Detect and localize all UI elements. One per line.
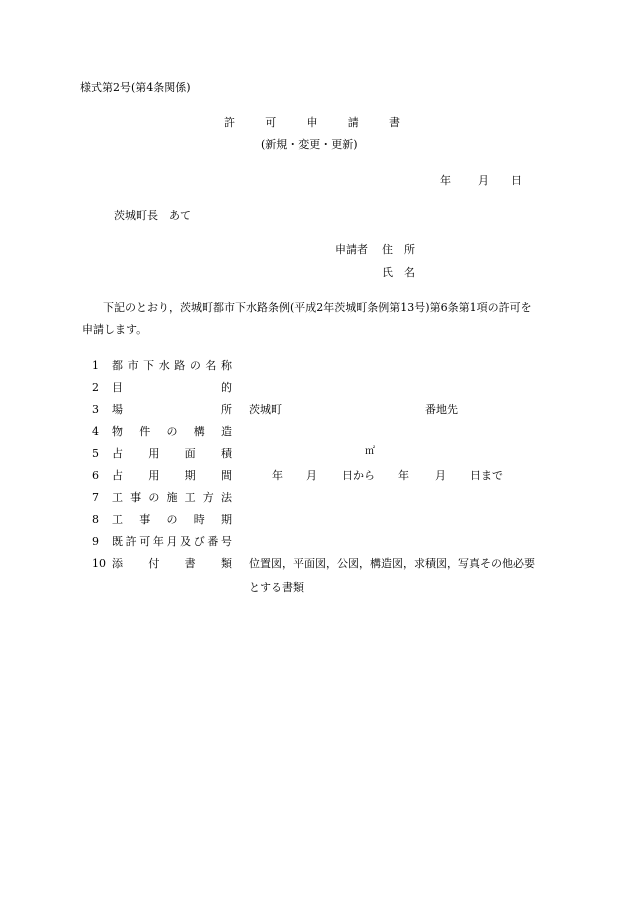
item-label: 場 所 [112,403,232,416]
item-number: 7 [92,491,99,504]
title-char: 書 [389,116,400,129]
title-char: 請 [347,116,359,129]
item-number: 2 [92,381,99,394]
item-number: 9 [92,535,99,548]
item-number: 4 [92,425,99,438]
list-item [92,469,232,485]
document-subtitle: (新規・変更・更新) [261,138,358,151]
item-label: 占 用 期 間 [112,469,232,482]
addressee: 茨城町長 あて [114,209,191,222]
period-year-2: 年 [398,469,409,482]
item-label: 占 用 面 積 [112,447,232,460]
period-until: 日まで [470,469,503,482]
place-town: 茨城町 [249,403,282,416]
list-item [92,535,232,551]
date-day: 日 [511,174,522,187]
attachments-line-1: 位置図，平面図，公図，構造図，求積図，写真その他必要 [249,557,535,570]
item-number: 8 [92,513,99,526]
period-month-2: 月 [435,469,446,482]
list-item [92,557,232,573]
list-item [92,381,232,397]
applicant-name-label: 氏 名 [382,266,415,279]
attachments-line-2: とする書類 [249,581,304,594]
date-month: 月 [478,174,489,187]
period-from: 日から [342,469,375,482]
title-char: 許 [224,116,235,129]
place-suffix: 番地先 [425,403,458,416]
period-year-1: 年 [272,469,283,482]
list-item [92,359,232,375]
item-label: 工 事 の 時 期 [112,513,232,526]
date-year: 年 [440,174,451,187]
item-label: 物 件 の 構 造 [112,425,232,438]
document-title [224,116,400,129]
item-number: 5 [92,447,99,460]
list-item [92,491,232,507]
item-label: 都 市 下 水 路 の 名 称 [112,359,232,372]
item-number: 10 [92,557,106,570]
list-item [92,447,232,463]
title-char: 申 [306,116,318,129]
list-item [92,403,232,419]
list-item [92,513,232,529]
applicant-address-label: 住 所 [382,243,415,256]
form-number: 様式第2号(第4条関係) [80,81,191,94]
period-month-1: 月 [306,469,317,482]
item-number: 6 [92,469,99,482]
body-text-line-2: 申請します。 [82,323,148,336]
area-unit: ㎡ [365,446,375,457]
item-label: 目 的 [112,381,232,394]
item-label: 添 付 書 類 [112,557,232,570]
item-number: 1 [92,359,99,372]
item-number: 3 [92,403,99,416]
item-label: 工 事 の 施 工 方 法 [112,491,232,504]
applicant-label: 申請者 [335,243,368,256]
item-label: 既 許 可 年 月 及 び 番 号 [112,535,232,548]
body-text-line-1: 下記のとおり，茨城町都市下水路条例(平成2年茨城町条例第13号)第6条第1項の許可を [103,301,532,314]
list-item [92,425,232,441]
title-char: 可 [265,116,277,129]
